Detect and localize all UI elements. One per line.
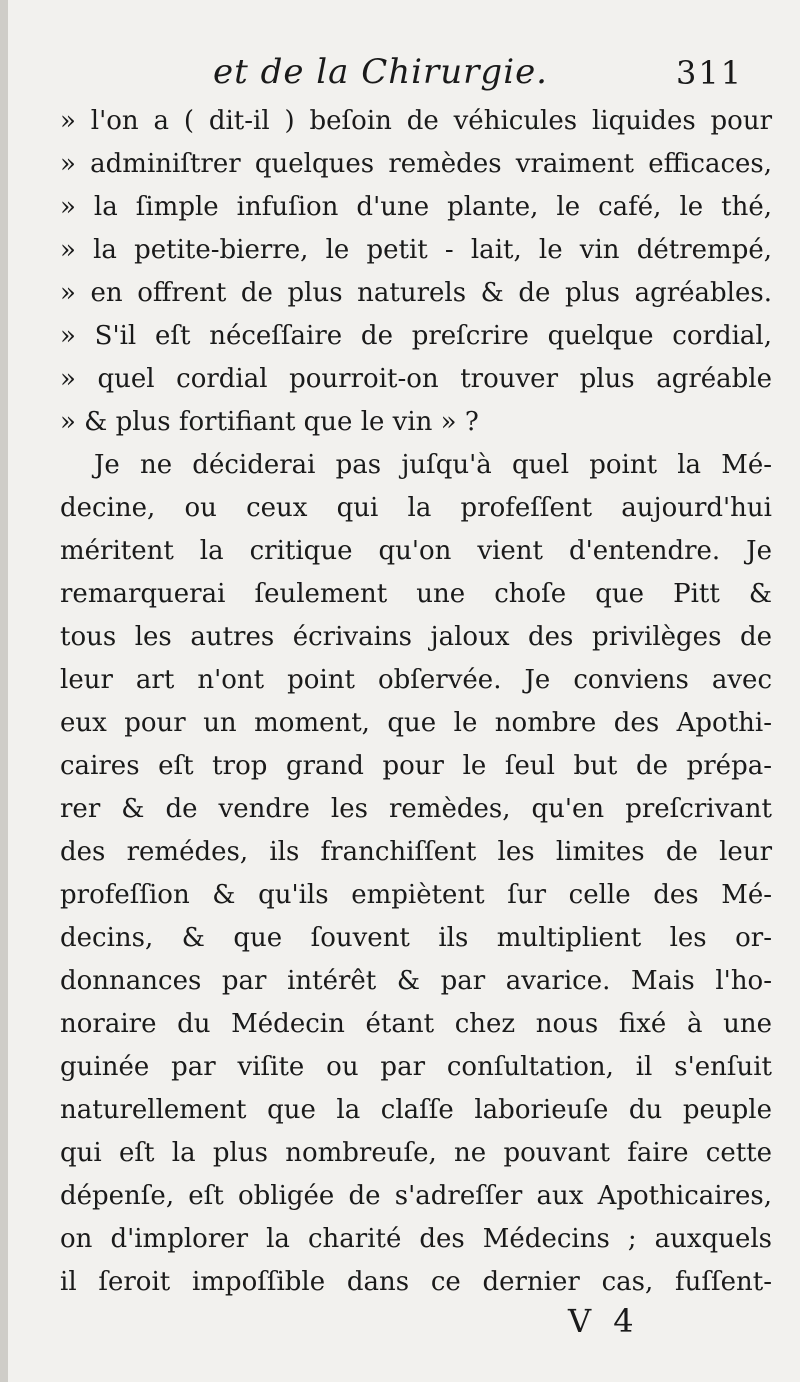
text-line: eux pour un moment, que le nombre des Apothi- <box>60 708 772 738</box>
text-line: » & plus fortifiant que le vin » ? <box>60 407 479 437</box>
text-line: caires eſt trop grand pour le ſeul but de prépa- <box>60 751 772 781</box>
text-line: » quel cordial pourroit-on trouver plus agréable <box>60 364 772 394</box>
running-title: et de la Chirurgie. <box>213 52 548 92</box>
text-line: profeſſion & qu'ils empiètent ſur celle des Mé- <box>60 880 772 910</box>
text-line: naturellement que la claſſe laborieuſe du peuple <box>60 1095 772 1125</box>
text-line: des remédes, ils franchiſſent les limites de leur <box>60 837 772 867</box>
text-line: decine, ou ceux qui la profeſſent aujourd'hui <box>60 493 772 523</box>
text-line: méritent la critique qu'on vient d'entendre. Je <box>60 536 772 566</box>
text-line: » en offrent de plus naturels & de plus agréables. <box>60 278 772 308</box>
text-line: leur art n'ont point obſervée. Je conviens avec <box>60 665 772 695</box>
text-line: guinée par viſite ou par conſultation, il s'enſuit <box>60 1052 772 1082</box>
signature-mark: V 4 <box>568 1302 640 1340</box>
text-line: decins, & que ſouvent ils multiplient les or- <box>60 923 772 953</box>
text-line: Je ne déciderai pas juſqu'à quel point la Mé- <box>94 450 772 480</box>
text-line: donnances par intérêt & par avarice. Mais l'ho- <box>60 966 772 996</box>
text-line: » adminiſtrer quelques remèdes vraiment efficaces, <box>60 149 772 179</box>
text-line: qui eſt la plus nombreuſe, ne pouvant faire cette <box>60 1138 772 1168</box>
running-head <box>8 52 800 102</box>
text-line: tous les autres écrivains jaloux des privilèges de <box>60 622 772 652</box>
text-line: » la petite-bierre, le petit - lait, le vin détrempé, <box>60 235 772 265</box>
text-line: remarquerai ſeulement une choſe que Pitt & <box>60 579 772 609</box>
text-line: » l'on a ( dit-il ) beſoin de véhicules liquides pour <box>60 106 772 136</box>
text-line: dépenſe, eſt obligée de s'adreſſer aux Apothicaires, <box>60 1181 772 1211</box>
page-number: 311 <box>676 54 744 92</box>
text-line: on d'implorer la charité des Médecins ; auxquels <box>60 1224 772 1254</box>
text-line: » S'il eſt néceſſaire de preſcrire quelque cordial, <box>60 321 772 351</box>
text-line: » la ſimple infuſion d'une plante, le café, le thé, <box>60 192 772 222</box>
text-line: noraire du Médecin étant chez nous fixé à une <box>60 1009 772 1039</box>
text-line: il ſeroit impoſſible dans ce dernier cas, fuſſent- <box>60 1267 772 1297</box>
text-line: rer & de vendre les remèdes, qu'en preſcrivant <box>60 794 772 824</box>
